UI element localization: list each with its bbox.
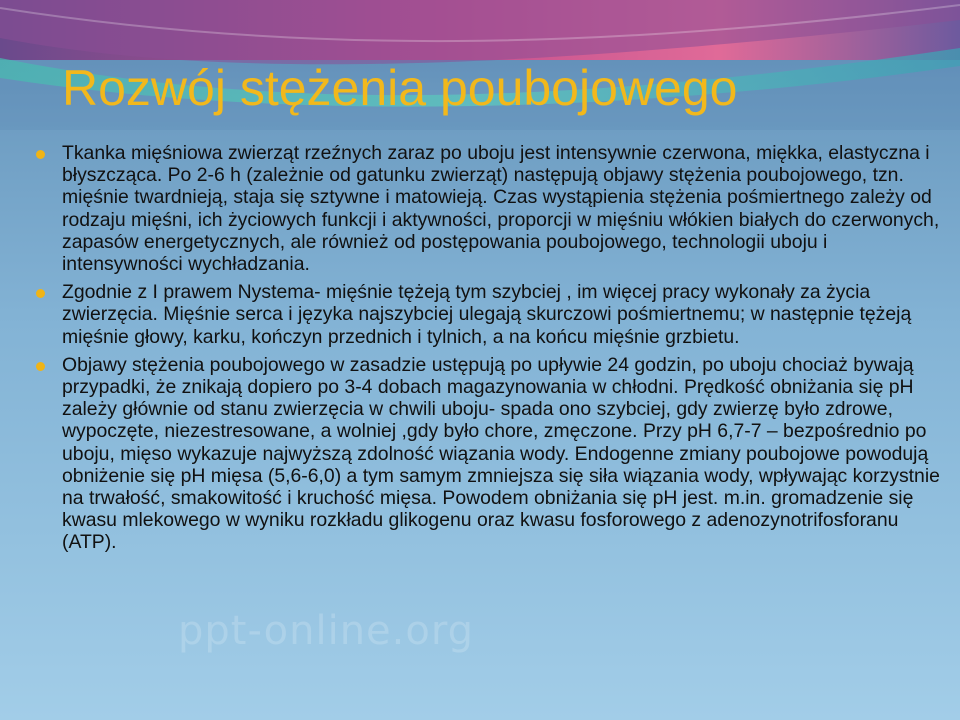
bullet-item: [34, 354, 946, 554]
bullet-item: [34, 142, 946, 275]
bullet-text: Tkanka mięśniowa zwierząt rzeźnych zaraz po uboju jest intensywnie czerwona, miękka, elastyczna i błyszcząca. Po 2-6 h (zależnie od gatunku zwierząt) następują objawy stężenia poubojowego, tzn. mięśnie twardnieją, staja się sztywne i matowieją. Czas wystąpienia stężenia pośmiertnego zależy od rodzaju mięśni, ich życiowych funkcji i aktywności, proporcji w mięśniu włókien białych do czerwonych, zapasów energetycznych, ale również od postępowania poubojowego, technologii uboju i intensywności wychładzania.: [62, 142, 940, 276]
bullet-dot-icon: [36, 362, 45, 371]
bullet-text: Zgodnie z I prawem Nystema- mięśnie tężeją tym szybciej , im więcej pracy wykonały za życia zwierzęcia. Mięśnie serca i języka najszybciej ulegają skurczowi pośmiertnemu; w następnie tężeją mięśnie głowy, karku, kończyn przednich i tylnich, a na końcu mięśnie grzbietu.: [62, 281, 912, 348]
bullet-list: [34, 142, 946, 560]
bullet-item: [34, 281, 946, 348]
bullet-dot-icon: [36, 150, 45, 159]
slide-title: Rozwój stężenia poubojowego: [62, 60, 738, 116]
bullet-dot-icon: [36, 289, 45, 298]
bullet-text: Objawy stężenia poubojowego w zasadzie ustępują po upływie 24 godzin, po uboju chociaż bywają przypadki, że znikają dopiero po 3-4 dobach magazynowania w chłodni. Prędkość obniżania się pH zależy głównie od stanu zwierzęcia w chwili uboju- spada ono szybciej, gdy zwierzę było zdrowe, wypoczęte, niezestresowane, a wolniej ,gdy było chore, zmęczone. Przy pH 6,7-7 – bezpośrednio po uboju, mięso wykazuje najwyższą zdolność wiązania wody. Endogenne zmiany poubojowe powodują obniżenie się pH mięsa (5,6-6,0) a tym samym zmniejsza się siła wiązania wody, wpływając korzystnie na trwałość, smakowitość i kruchość mięsa. Powodem obniżania się pH jest. m.in. gromadzenie się kwasu mlekowego w wyniku rozkładu glikogenu oraz kwasu fosforowego z adenozynotrifosforanu (ATP).: [62, 353, 940, 554]
watermark: ppt-online.org: [178, 608, 474, 654]
